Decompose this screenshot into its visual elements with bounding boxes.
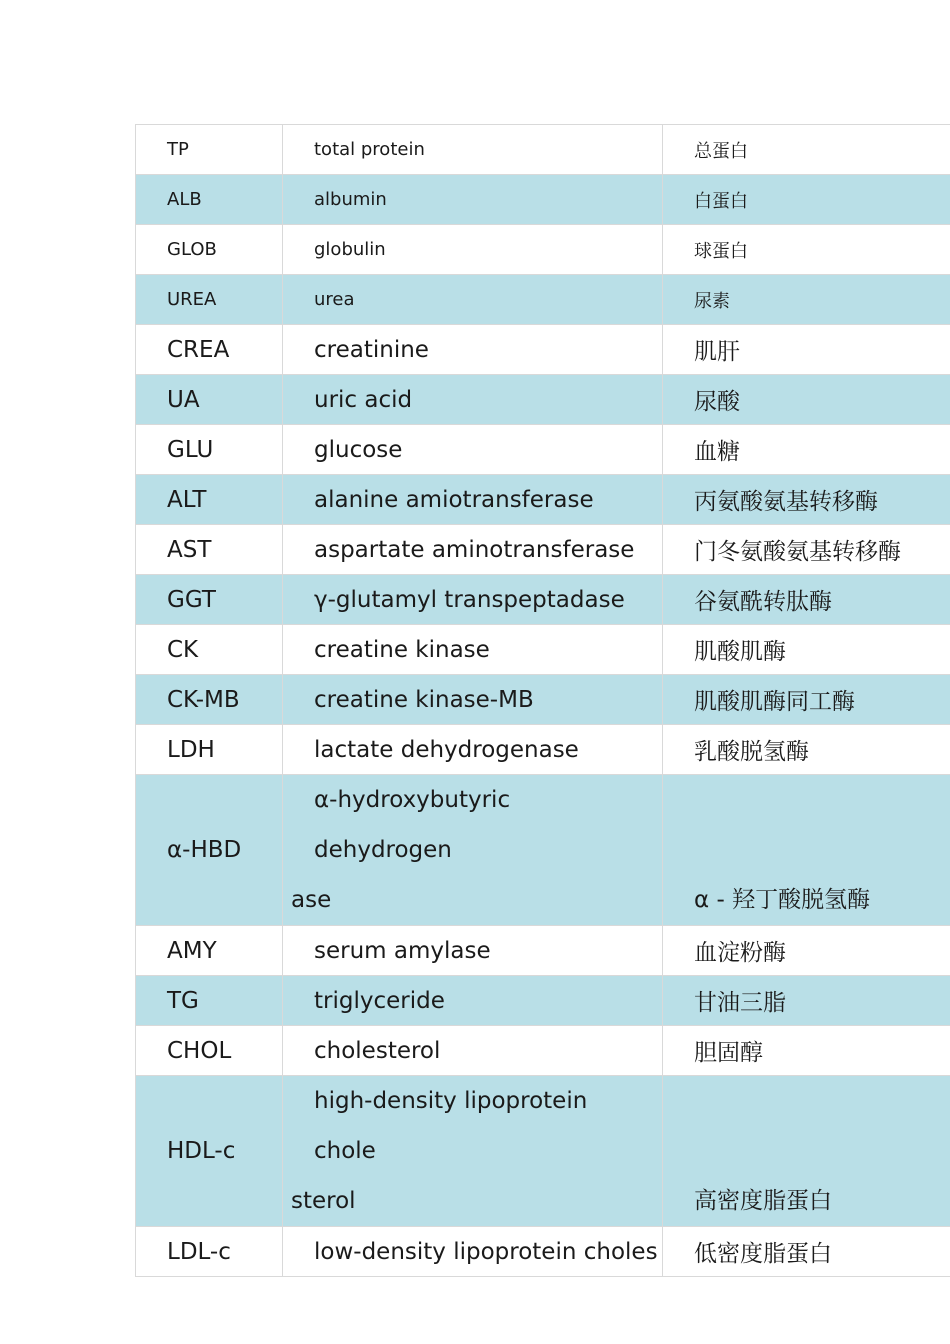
english-cell: globulin <box>283 225 663 275</box>
english-cell: serum amylase <box>283 926 663 976</box>
chinese-cell: 丙氨酸氨基转移酶 <box>663 475 950 525</box>
abbr-cell: CHOL <box>136 1026 283 1076</box>
chinese-cell: 胆固醇 <box>663 1026 950 1076</box>
table-row <box>136 425 950 475</box>
abbr-cell: LDL-c <box>136 1227 283 1277</box>
english-cell: creatine kinase-MB <box>283 675 663 725</box>
english-cell: creatinine <box>283 325 663 375</box>
table-row <box>136 1026 950 1076</box>
abbr-cell: CK-MB <box>136 675 283 725</box>
english-cell: cholesterol <box>283 1026 663 1076</box>
chinese-cell: 血糖 <box>663 425 950 475</box>
table-row <box>136 976 950 1026</box>
chinese-cell: 门冬氨酸氨基转移酶 <box>663 525 950 575</box>
english-cell: uric acid <box>283 375 663 425</box>
abbr-cell: GLOB <box>136 225 283 275</box>
english-line-1: α-hydroxybutyric dehydrogen <box>314 787 511 863</box>
english-cell: creatine kinase <box>283 625 663 675</box>
chinese-cell: 高密度脂蛋白 <box>663 1076 950 1227</box>
english-line-2: ase <box>291 887 332 913</box>
chinese-cell: 球蛋白 <box>663 225 950 275</box>
chinese-cell: 肌肝 <box>663 325 950 375</box>
abbr-cell: HDL-c <box>136 1076 283 1227</box>
table-row <box>136 926 950 976</box>
chinese-cell: 血淀粉酶 <box>663 926 950 976</box>
chinese-cell: 尿酸 <box>663 375 950 425</box>
table-row <box>136 675 950 725</box>
abbr-cell: CK <box>136 625 283 675</box>
table-row <box>136 275 950 325</box>
chinese-cell: 乳酸脱氢酶 <box>663 725 950 775</box>
abbr-cell: ALB <box>136 175 283 225</box>
table-row <box>136 1076 950 1227</box>
table-row <box>136 375 950 425</box>
abbreviation-table <box>135 124 950 1277</box>
abbr-cell: UREA <box>136 275 283 325</box>
english-cell: total protein <box>283 125 663 175</box>
english-cell: urea <box>283 275 663 325</box>
table-row <box>136 125 950 175</box>
english-cell: glucose <box>283 425 663 475</box>
table-row <box>136 175 950 225</box>
chinese-cell: 总蛋白 <box>663 125 950 175</box>
table-row <box>136 525 950 575</box>
abbr-cell: ALT <box>136 475 283 525</box>
english-cell: albumin <box>283 175 663 225</box>
abbr-cell: TP <box>136 125 283 175</box>
abbr-cell: GLU <box>136 425 283 475</box>
english-cell <box>283 1076 663 1227</box>
table-row <box>136 625 950 675</box>
english-cell <box>283 775 663 926</box>
chinese-cell: 肌酸肌酶同工酶 <box>663 675 950 725</box>
chinese-cell: 尿素 <box>663 275 950 325</box>
english-cell: lactate dehydrogenase <box>283 725 663 775</box>
table-row <box>136 725 950 775</box>
chinese-cell: 谷氨酰转肽酶 <box>663 575 950 625</box>
english-cell: γ-glutamyl transpeptadase <box>283 575 663 625</box>
abbr-cell: LDH <box>136 725 283 775</box>
english-cell: aspartate aminotransferase <box>283 525 663 575</box>
abbr-cell: UA <box>136 375 283 425</box>
chinese-cell: 白蛋白 <box>663 175 950 225</box>
english-cell: low-density lipoprotein choles <box>283 1227 663 1277</box>
chinese-cell: α - 羟丁酸脱氢酶 <box>663 775 950 926</box>
chinese-cell: 肌酸肌酶 <box>663 625 950 675</box>
table-row <box>136 575 950 625</box>
abbr-cell: TG <box>136 976 283 1026</box>
chinese-cell: 甘油三脂 <box>663 976 950 1026</box>
abbr-cell: AMY <box>136 926 283 976</box>
table-row <box>136 475 950 525</box>
table-row <box>136 225 950 275</box>
english-cell: triglyceride <box>283 976 663 1026</box>
table-row <box>136 1227 950 1277</box>
english-line-1: high-density lipoprotein chole <box>314 1088 588 1164</box>
english-line-2: sterol <box>291 1188 356 1214</box>
english-cell: alanine amiotransferase <box>283 475 663 525</box>
table-row <box>136 775 950 926</box>
abbr-cell: GGT <box>136 575 283 625</box>
chinese-cell: 低密度脂蛋白 <box>663 1227 950 1277</box>
abbr-cell: α-HBD <box>136 775 283 926</box>
abbr-cell: AST <box>136 525 283 575</box>
abbr-cell: CREA <box>136 325 283 375</box>
table-row <box>136 325 950 375</box>
